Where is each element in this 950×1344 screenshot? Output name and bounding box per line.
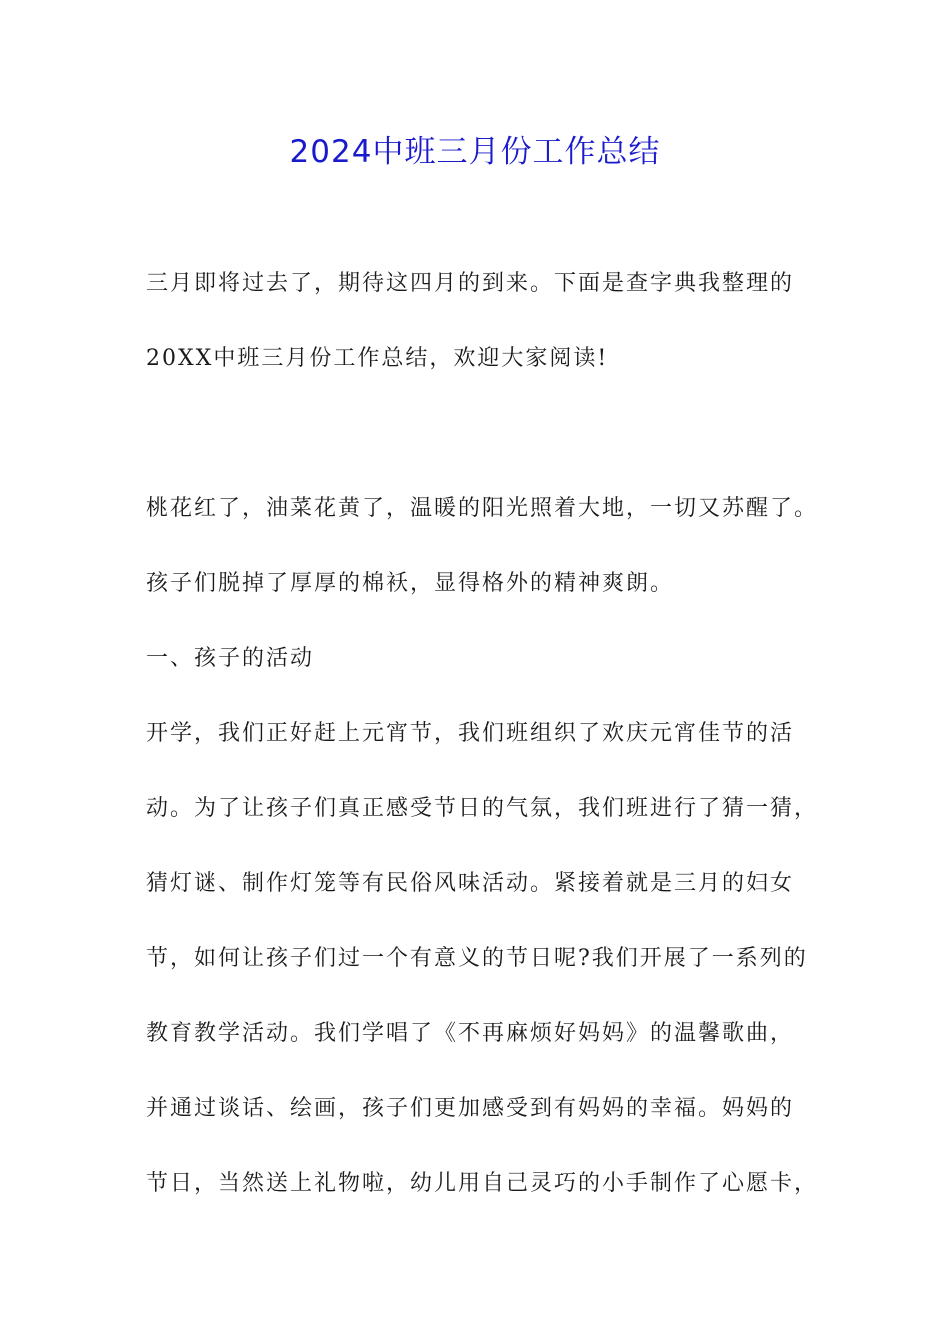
paragraph-line: 桃花红了，油菜花黄了，温暖的阳光照着大地，一切又苏醒了。 (146, 496, 819, 521)
paragraph-line: 教育教学活动。我们学唱了《不再麻烦好妈妈》的温馨歌曲， (146, 1021, 795, 1046)
paragraph-line: 并通过谈话、绘画，孩子们更加感受到有妈妈的幸福。妈妈的 (146, 1096, 795, 1121)
paragraph-line: 节日，当然送上礼物啦，幼儿用自己灵巧的小手制作了心愿卡， (146, 1171, 819, 1196)
paragraph-line: 三月即将过去了，期待这四月的到来。下面是查字典我整理的 (146, 271, 795, 296)
section-heading: 一、孩子的活动 (146, 646, 315, 671)
paragraph-line: 20XX中班三月份工作总结，欢迎大家阅读! (146, 346, 609, 371)
paragraph-line: 开学，我们正好赶上元宵节，我们班组织了欢庆元宵佳节的活 (146, 721, 795, 746)
paragraph-line: 节，如何让孩子们过一个有意义的节日呢?我们开展了一系列的 (146, 946, 808, 971)
paragraph-line: 动。为了让孩子们真正感受节日的气氛，我们班进行了猜一猜， (146, 796, 819, 821)
paragraph-line: 猜灯谜、制作灯笼等有民俗风味活动。紧接着就是三月的妇女 (146, 871, 795, 896)
document-title: 2024中班三月份工作总结 (289, 134, 661, 170)
paragraph-line: 孩子们脱掉了厚厚的棉袄，显得格外的精神爽朗。 (146, 571, 675, 596)
